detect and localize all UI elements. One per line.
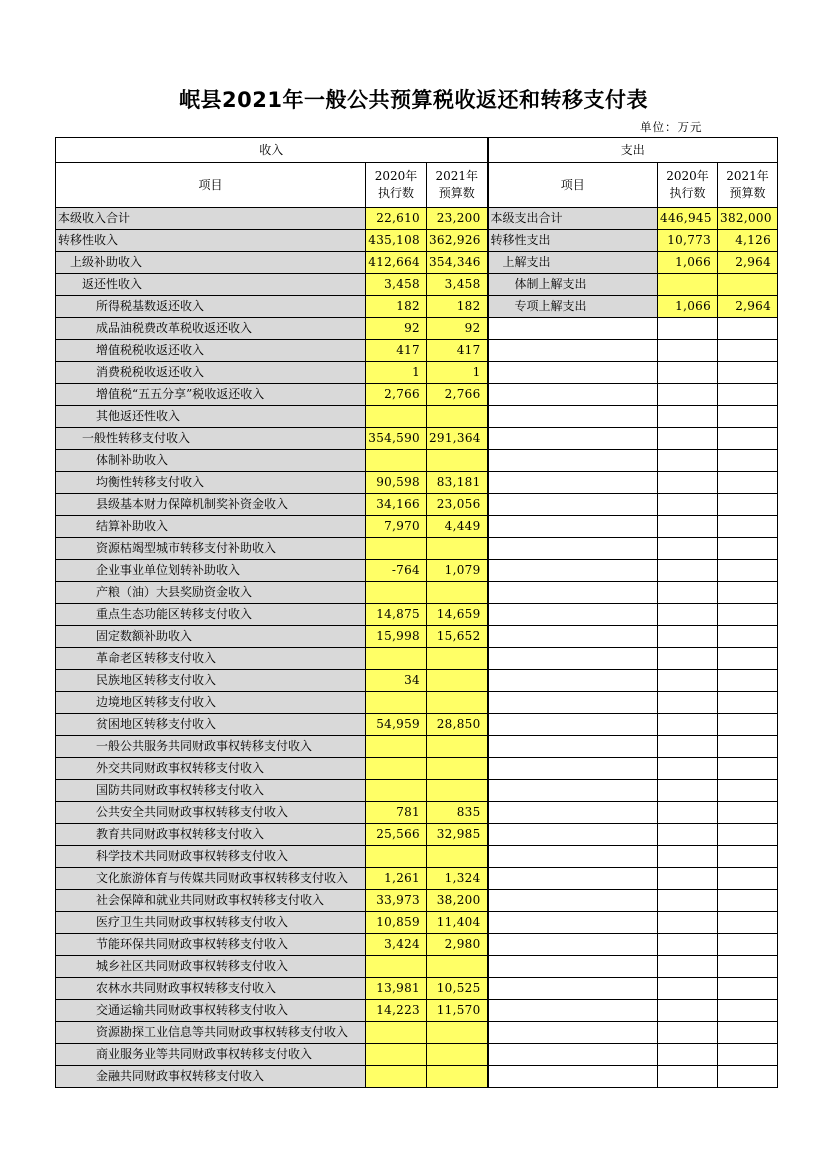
group-header-row — [56, 138, 778, 163]
income-item: 外交共同财政事权转移支付收入 — [56, 758, 366, 780]
expense-2020-value — [658, 516, 718, 538]
income-item: 民族地区转移支付收入 — [56, 670, 366, 692]
income-2021-value: 1 — [427, 362, 488, 384]
income-item: 节能环保共同财政事权转移支付收入 — [56, 934, 366, 956]
income-item: 商业服务业等共同财政事权转移支付收入 — [56, 1044, 366, 1066]
expense-2020-value: 1,066 — [658, 252, 718, 274]
expense-2021-header: 2021年 预算数 — [718, 163, 778, 208]
income-2020-header: 2020年 执行数 — [366, 163, 427, 208]
income-item: 公共安全共同财政事权转移支付收入 — [56, 802, 366, 824]
expense-2020-value — [658, 1044, 718, 1066]
income-2021-value: 3,458 — [427, 274, 488, 296]
income-2021-value — [427, 450, 488, 472]
expense-2021-value: 2,964 — [718, 252, 778, 274]
expense-2020-value — [658, 538, 718, 560]
table-row — [56, 274, 778, 296]
expense-2021-value — [718, 890, 778, 912]
income-2021-value — [427, 406, 488, 428]
expense-item — [488, 626, 658, 648]
income-2021-value: 354,346 — [427, 252, 488, 274]
income-2020-value: 781 — [366, 802, 427, 824]
expense-2021-value: 2,964 — [718, 296, 778, 318]
income-header: 收入 — [56, 138, 488, 163]
expense-2020-value — [658, 362, 718, 384]
income-2020-value: 435,108 — [366, 230, 427, 252]
expense-item — [488, 736, 658, 758]
table-row — [56, 824, 778, 846]
income-2021-value — [427, 648, 488, 670]
expense-2020-value — [658, 428, 718, 450]
income-2021-value: 1,079 — [427, 560, 488, 582]
expense-2020-header: 2020年 执行数 — [658, 163, 718, 208]
income-item: 资源勘探工业信息等共同财政事权转移支付收入 — [56, 1022, 366, 1044]
expense-2020-value — [658, 450, 718, 472]
expense-2021-value — [718, 472, 778, 494]
expense-2021-value — [718, 648, 778, 670]
table-row — [56, 648, 778, 670]
expense-2021-value: 4,126 — [718, 230, 778, 252]
expense-item — [488, 538, 658, 560]
income-2020-value: 1 — [366, 362, 427, 384]
expense-item — [488, 406, 658, 428]
income-item: 重点生态功能区转移支付收入 — [56, 604, 366, 626]
income-2021-value: 10,525 — [427, 978, 488, 1000]
expense-2020-value — [658, 714, 718, 736]
income-item: 农林水共同财政事权转移支付收入 — [56, 978, 366, 1000]
income-item: 贫困地区转移支付收入 — [56, 714, 366, 736]
income-item: 国防共同财政事权转移支付收入 — [56, 780, 366, 802]
table-row — [56, 406, 778, 428]
expense-2021-value — [718, 956, 778, 978]
income-item: 企业事业单位划转补助收入 — [56, 560, 366, 582]
income-item: 体制补助收入 — [56, 450, 366, 472]
expense-2021-value — [718, 516, 778, 538]
income-2020-value — [366, 780, 427, 802]
income-2020-value — [366, 736, 427, 758]
expense-2021-value — [718, 274, 778, 296]
income-2020-value: 33,973 — [366, 890, 427, 912]
income-2020-value — [366, 758, 427, 780]
income-item: 城乡社区共同财政事权转移支付收入 — [56, 956, 366, 978]
expense-2020-value — [658, 846, 718, 868]
expense-item — [488, 714, 658, 736]
expense-item — [488, 824, 658, 846]
expense-header: 支出 — [488, 138, 778, 163]
table-row — [56, 340, 778, 362]
expense-2021-value — [718, 868, 778, 890]
income-2020-value: 3,458 — [366, 274, 427, 296]
expense-item — [488, 1066, 658, 1088]
expense-2020-value — [658, 802, 718, 824]
expense-item — [488, 494, 658, 516]
expense-2021-value — [718, 714, 778, 736]
income-2021-value: 15,652 — [427, 626, 488, 648]
income-2020-value: 412,664 — [366, 252, 427, 274]
income-2021-value: 2,980 — [427, 934, 488, 956]
income-2020-value: 90,598 — [366, 472, 427, 494]
income-item: 一般性转移支付收入 — [56, 428, 366, 450]
table-row — [56, 538, 778, 560]
income-item: 增值税税收返还收入 — [56, 340, 366, 362]
income-item: 上级补助收入 — [56, 252, 366, 274]
income-2020-value: 25,566 — [366, 824, 427, 846]
income-2020-value: 14,875 — [366, 604, 427, 626]
income-2020-value: 417 — [366, 340, 427, 362]
expense-item: 本级支出合计 — [488, 208, 658, 230]
income-2021-value: 23,056 — [427, 494, 488, 516]
expense-2021-value — [718, 802, 778, 824]
expense-2021-value — [718, 340, 778, 362]
income-2021-value: 362,926 — [427, 230, 488, 252]
income-item: 科学技术共同财政事权转移支付收入 — [56, 846, 366, 868]
expense-2020-value — [658, 912, 718, 934]
income-2020-value: 54,959 — [366, 714, 427, 736]
expense-2021-value — [718, 626, 778, 648]
income-item: 本级收入合计 — [56, 208, 366, 230]
expense-2020-value — [658, 582, 718, 604]
expense-2021-value — [718, 494, 778, 516]
expense-2021-value — [718, 670, 778, 692]
expense-2021-value — [718, 582, 778, 604]
table-row — [56, 714, 778, 736]
expense-2020-value — [658, 934, 718, 956]
income-2020-value — [366, 648, 427, 670]
expense-2021-value — [718, 758, 778, 780]
table-row — [56, 1044, 778, 1066]
income-2020-value: -764 — [366, 560, 427, 582]
income-2021-value: 182 — [427, 296, 488, 318]
expense-item — [488, 1000, 658, 1022]
income-2021-value — [427, 670, 488, 692]
expense-2020-value — [658, 648, 718, 670]
expense-item — [488, 384, 658, 406]
expense-item: 转移性支出 — [488, 230, 658, 252]
income-2021-value — [427, 780, 488, 802]
expense-item — [488, 1022, 658, 1044]
expense-item — [488, 648, 658, 670]
income-item: 结算补助收入 — [56, 516, 366, 538]
table-row — [56, 1000, 778, 1022]
expense-2020-value: 10,773 — [658, 230, 718, 252]
income-2020-value: 15,998 — [366, 626, 427, 648]
income-item: 固定数额补助收入 — [56, 626, 366, 648]
expense-item: 上解支出 — [488, 252, 658, 274]
income-2021-value: 32,985 — [427, 824, 488, 846]
income-2020-value: 10,859 — [366, 912, 427, 934]
table-row — [56, 912, 778, 934]
income-item: 转移性收入 — [56, 230, 366, 252]
income-item: 消费税税收返还收入 — [56, 362, 366, 384]
expense-2020-value — [658, 890, 718, 912]
expense-2021-value — [718, 1044, 778, 1066]
income-2020-value: 182 — [366, 296, 427, 318]
expense-item — [488, 670, 658, 692]
expense-2020-value — [658, 956, 718, 978]
expense-item — [488, 846, 658, 868]
expense-2020-value — [658, 1066, 718, 1088]
income-2020-value: 354,590 — [366, 428, 427, 450]
income-2021-value — [427, 582, 488, 604]
table-row — [56, 934, 778, 956]
table-row — [56, 692, 778, 714]
expense-item — [488, 802, 658, 824]
expense-item — [488, 582, 658, 604]
income-2020-value: 14,223 — [366, 1000, 427, 1022]
income-2020-value — [366, 582, 427, 604]
income-2021-value: 291,364 — [427, 428, 488, 450]
table-row — [56, 318, 778, 340]
expense-2021-value: 382,000 — [718, 208, 778, 230]
income-2021-value — [427, 846, 488, 868]
expense-2021-value — [718, 362, 778, 384]
table-row — [56, 450, 778, 472]
expense-2020-value — [658, 1022, 718, 1044]
income-item: 金融共同财政事权转移支付收入 — [56, 1066, 366, 1088]
income-2020-value — [366, 1022, 427, 1044]
expense-2020-value — [658, 560, 718, 582]
income-item: 所得税基数返还收入 — [56, 296, 366, 318]
expense-item — [488, 472, 658, 494]
income-item: 教育共同财政事权转移支付收入 — [56, 824, 366, 846]
income-2021-value — [427, 538, 488, 560]
income-item: 革命老区转移支付收入 — [56, 648, 366, 670]
expense-item — [488, 318, 658, 340]
expense-2021-value — [718, 736, 778, 758]
income-item-header: 项目 — [56, 163, 366, 208]
expense-2021-value — [718, 384, 778, 406]
expense-2020-value — [658, 1000, 718, 1022]
expense-2020-value: 1,066 — [658, 296, 718, 318]
income-2021-value — [427, 736, 488, 758]
expense-item — [488, 758, 658, 780]
income-2020-value: 92 — [366, 318, 427, 340]
expense-2021-value — [718, 560, 778, 582]
income-item: 交通运输共同财政事权转移支付收入 — [56, 1000, 366, 1022]
expense-2020-value — [658, 670, 718, 692]
income-2021-value — [427, 692, 488, 714]
expense-2021-value — [718, 450, 778, 472]
expense-2020-value — [658, 472, 718, 494]
income-2021-value: 835 — [427, 802, 488, 824]
expense-2020-value — [658, 274, 718, 296]
expense-2021-value — [718, 1066, 778, 1088]
expense-2020-value — [658, 626, 718, 648]
expense-2021-value — [718, 406, 778, 428]
table-row — [56, 604, 778, 626]
income-2021-value — [427, 1022, 488, 1044]
expense-item — [488, 890, 658, 912]
income-2021-value: 83,181 — [427, 472, 488, 494]
income-2020-value — [366, 1066, 427, 1088]
table-row — [56, 560, 778, 582]
expense-item — [488, 516, 658, 538]
expense-2020-value — [658, 318, 718, 340]
income-2021-value: 14,659 — [427, 604, 488, 626]
table-row — [56, 384, 778, 406]
expense-item — [488, 604, 658, 626]
income-item: 均衡性转移支付收入 — [56, 472, 366, 494]
income-2020-value: 34 — [366, 670, 427, 692]
expense-2021-value — [718, 1000, 778, 1022]
expense-item-header: 项目 — [488, 163, 658, 208]
income-2021-value: 417 — [427, 340, 488, 362]
expense-item — [488, 1044, 658, 1066]
expense-2021-value — [718, 934, 778, 956]
income-item: 产粮（油）大县奖励资金收入 — [56, 582, 366, 604]
expense-item: 体制上解支出 — [488, 274, 658, 296]
income-2021-value: 1,324 — [427, 868, 488, 890]
expense-2021-value — [718, 318, 778, 340]
expense-2021-value — [718, 824, 778, 846]
income-item: 文化旅游体育与传媒共同财政事权转移支付收入 — [56, 868, 366, 890]
expense-2020-value — [658, 340, 718, 362]
transfer-payment-table — [55, 137, 778, 1088]
income-2020-value: 13,981 — [366, 978, 427, 1000]
table-row — [56, 494, 778, 516]
income-2021-value: 38,200 — [427, 890, 488, 912]
expense-item — [488, 912, 658, 934]
income-2020-value — [366, 692, 427, 714]
income-2020-value: 1,261 — [366, 868, 427, 890]
expense-2021-value — [718, 538, 778, 560]
income-2020-value: 34,166 — [366, 494, 427, 516]
table-row — [56, 802, 778, 824]
income-2021-value: 11,570 — [427, 1000, 488, 1022]
table-row — [56, 208, 778, 230]
table-row — [56, 758, 778, 780]
expense-2020-value — [658, 758, 718, 780]
expense-item — [488, 560, 658, 582]
expense-2021-value — [718, 912, 778, 934]
expense-2020-value — [658, 824, 718, 846]
income-item: 县级基本财力保障机制奖补资金收入 — [56, 494, 366, 516]
expense-item — [488, 450, 658, 472]
income-2021-value — [427, 758, 488, 780]
expense-item: 专项上解支出 — [488, 296, 658, 318]
income-item: 成品油税费改革税收返还收入 — [56, 318, 366, 340]
table-row — [56, 472, 778, 494]
income-item: 医疗卫生共同财政事权转移支付收入 — [56, 912, 366, 934]
table-row — [56, 890, 778, 912]
expense-2020-value — [658, 736, 718, 758]
table-row — [56, 626, 778, 648]
income-item: 边境地区转移支付收入 — [56, 692, 366, 714]
expense-2020-value — [658, 780, 718, 802]
expense-item — [488, 780, 658, 802]
expense-2020-value — [658, 384, 718, 406]
table-row — [56, 978, 778, 1000]
expense-2020-value — [658, 604, 718, 626]
income-2020-value: 3,424 — [366, 934, 427, 956]
table-row — [56, 296, 778, 318]
expense-2020-value — [658, 494, 718, 516]
table-row — [56, 516, 778, 538]
income-2020-value — [366, 956, 427, 978]
expense-2021-value — [718, 692, 778, 714]
expense-2021-value — [718, 604, 778, 626]
table-row — [56, 1022, 778, 1044]
income-2021-value: 23,200 — [427, 208, 488, 230]
expense-item — [488, 362, 658, 384]
table-row — [56, 582, 778, 604]
income-2021-value — [427, 956, 488, 978]
page-title: 岷县2021年一般公共预算税收返还和转移支付表 — [179, 88, 648, 112]
income-item: 社会保障和就业共同财政事权转移支付收入 — [56, 890, 366, 912]
income-2020-value: 22,610 — [366, 208, 427, 230]
income-2021-value: 2,766 — [427, 384, 488, 406]
expense-2021-value — [718, 428, 778, 450]
column-header-row — [56, 163, 778, 208]
expense-2021-value — [718, 780, 778, 802]
income-item: 增值税“五五分享”税收返还收入 — [56, 384, 366, 406]
expense-2020-value — [658, 868, 718, 890]
income-2020-value: 7,970 — [366, 516, 427, 538]
table-row — [56, 846, 778, 868]
income-item: 一般公共服务共同财政事权转移支付收入 — [56, 736, 366, 758]
expense-2021-value — [718, 1022, 778, 1044]
expense-item — [488, 934, 658, 956]
expense-2021-value — [718, 978, 778, 1000]
unit-label: 单位：万元 — [640, 120, 703, 134]
table-row — [56, 1066, 778, 1088]
income-2020-value — [366, 846, 427, 868]
income-2021-value: 92 — [427, 318, 488, 340]
expense-2020-value — [658, 692, 718, 714]
expense-2021-value — [718, 846, 778, 868]
income-2020-value: 2,766 — [366, 384, 427, 406]
income-2021-header: 2021年 预算数 — [427, 163, 488, 208]
income-item: 其他返还性收入 — [56, 406, 366, 428]
income-2020-value — [366, 538, 427, 560]
expense-item — [488, 340, 658, 362]
expense-2020-value — [658, 406, 718, 428]
income-2021-value — [427, 1044, 488, 1066]
income-2021-value: 11,404 — [427, 912, 488, 934]
table-row — [56, 252, 778, 274]
table-row — [56, 780, 778, 802]
expense-item — [488, 692, 658, 714]
table-row — [56, 956, 778, 978]
income-item: 返还性收入 — [56, 274, 366, 296]
table-row — [56, 670, 778, 692]
table-row — [56, 428, 778, 450]
income-2020-value — [366, 406, 427, 428]
expense-item — [488, 868, 658, 890]
table-row — [56, 362, 778, 384]
table-row — [56, 736, 778, 758]
expense-2020-value — [658, 978, 718, 1000]
expense-2020-value: 446,945 — [658, 208, 718, 230]
expense-item — [488, 428, 658, 450]
table-body — [56, 138, 778, 1088]
table-row — [56, 868, 778, 890]
income-2021-value — [427, 1066, 488, 1088]
income-2020-value — [366, 450, 427, 472]
income-item: 资源枯竭型城市转移支付补助收入 — [56, 538, 366, 560]
income-2021-value: 4,449 — [427, 516, 488, 538]
expense-item — [488, 956, 658, 978]
income-2021-value: 28,850 — [427, 714, 488, 736]
expense-item — [488, 978, 658, 1000]
income-2020-value — [366, 1044, 427, 1066]
table-row — [56, 230, 778, 252]
